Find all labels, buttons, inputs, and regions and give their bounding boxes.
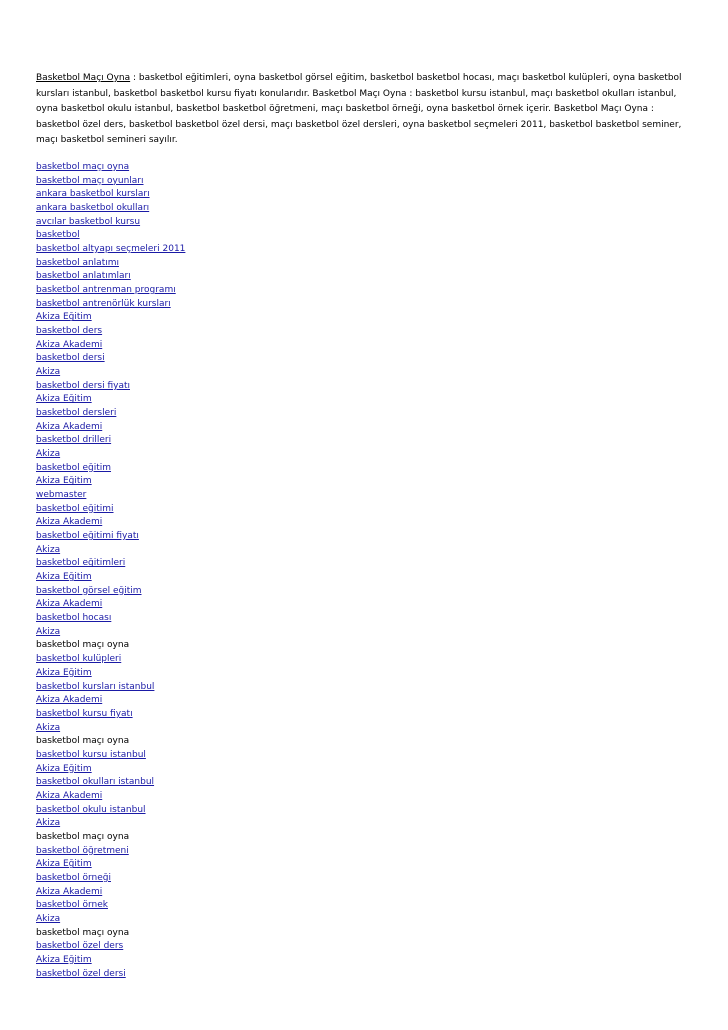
list-item <box>36 243 696 257</box>
keyword-link[interactable]: basketbol okulu istanbul <box>36 804 146 815</box>
keyword-link[interactable]: Akiza Akademi <box>36 886 103 897</box>
intro-paragraph <box>36 71 696 149</box>
list-item <box>36 872 696 886</box>
list-item <box>36 503 696 517</box>
keyword-link[interactable]: basketbol eğitimi fiyatı <box>36 531 139 542</box>
keyword-link[interactable]: basketbol kursu istanbul <box>36 749 146 760</box>
keyword-link[interactable]: Akiza Eğitim <box>36 954 92 965</box>
list-item <box>36 722 696 736</box>
keyword-link[interactable]: Akiza Eğitim <box>36 312 92 323</box>
list-item <box>36 366 696 380</box>
document-page <box>36 71 696 981</box>
list-item <box>36 968 696 982</box>
keyword-link[interactable]: webmaster <box>36 490 87 501</box>
list-item <box>36 407 696 421</box>
list-item <box>36 175 696 189</box>
keyword-link[interactable]: basketbol görsel eğitim <box>36 585 142 596</box>
keyword-link[interactable]: basketbol dersi fiyatı <box>36 380 130 391</box>
list-item <box>36 845 696 859</box>
list-item <box>36 325 696 339</box>
list-item <box>36 188 696 202</box>
list-item <box>36 571 696 585</box>
keyword-link[interactable]: Akiza <box>36 818 61 829</box>
keyword-link[interactable]: Akiza Akademi <box>36 421 103 432</box>
keyword-link[interactable]: basketbol ders <box>36 326 103 337</box>
list-item <box>36 393 696 407</box>
list-item <box>36 352 696 366</box>
list-item <box>36 544 696 558</box>
list-item <box>36 202 696 216</box>
keyword-link[interactable]: basketbol eğitimi <box>36 503 114 514</box>
list-item <box>36 708 696 722</box>
list-item <box>36 653 696 667</box>
keyword-link[interactable]: Akiza Akademi <box>36 790 103 801</box>
list-item <box>36 284 696 298</box>
list-item <box>36 448 696 462</box>
list-item <box>36 763 696 777</box>
list-item <box>36 886 696 900</box>
keyword-link[interactable]: basketbol okulları istanbul <box>36 777 155 788</box>
keyword-link[interactable]: basketbol kursları istanbul <box>36 681 155 692</box>
list-item <box>36 694 696 708</box>
list-item <box>36 899 696 913</box>
keyword-link[interactable]: Akiza <box>36 722 61 733</box>
keyword-link[interactable]: Akiza Eğitim <box>36 394 92 405</box>
list-item <box>36 380 696 394</box>
keyword-link[interactable]: basketbol hocası <box>36 613 112 624</box>
keyword-text: basketbol maçı oyna <box>36 831 130 842</box>
list-item <box>36 612 696 626</box>
keyword-link[interactable]: basketbol kulüpleri <box>36 654 122 665</box>
keyword-text: basketbol maçı oyna <box>36 736 130 747</box>
list-item <box>36 817 696 831</box>
list-item <box>36 940 696 954</box>
keyword-link[interactable]: Akiza Eğitim <box>36 476 92 487</box>
list-item <box>36 585 696 599</box>
keyword-link[interactable]: basketbol maçı oyunları <box>36 175 144 186</box>
keyword-link[interactable]: basketbol özel dersi <box>36 968 126 979</box>
keyword-link[interactable]: basketbol anlatımı <box>36 257 119 268</box>
keyword-link[interactable]: Akiza Eğitim <box>36 667 92 678</box>
keyword-link[interactable]: Akiza <box>36 913 61 924</box>
keyword-link[interactable]: Akiza Akademi <box>36 339 103 350</box>
list-item <box>36 790 696 804</box>
keyword-link[interactable]: ankara basketbol kursları <box>36 189 150 200</box>
list-item <box>36 530 696 544</box>
keyword-link[interactable]: basketbol altyapı seçmeleri 2011 <box>36 244 186 254</box>
keyword-link[interactable]: basketbol örnek <box>36 900 108 911</box>
keyword-link[interactable]: Akiza <box>36 626 61 637</box>
list-item <box>36 667 696 681</box>
list-item <box>36 475 696 489</box>
list-item <box>36 421 696 435</box>
keyword-link[interactable]: basketbol dersleri <box>36 408 117 419</box>
keyword-text: basketbol maçı oyna <box>36 640 130 651</box>
list-item <box>36 216 696 230</box>
list-item <box>36 639 696 653</box>
keyword-link[interactable]: basketbol örneği <box>36 872 111 883</box>
keyword-link[interactable]: Akiza Eğitim <box>36 572 92 583</box>
list-item <box>36 776 696 790</box>
keyword-link[interactable]: Akiza <box>36 449 61 460</box>
keyword-link[interactable]: avcılar basketbol kursu <box>36 216 141 227</box>
keyword-link[interactable]: basketbol drilleri <box>36 435 112 446</box>
keyword-link[interactable]: basketbol antrenman programı <box>36 285 176 296</box>
keyword-link[interactable]: Akiza Akademi <box>36 599 103 610</box>
keyword-link[interactable]: Akiza Akademi <box>36 695 103 706</box>
list-item <box>36 462 696 476</box>
keyword-link[interactable]: Akiza <box>36 367 61 378</box>
keyword-link[interactable]: ankara basketbol okulları <box>36 202 150 213</box>
keyword-link[interactable]: basketbol maçı oyna <box>36 161 130 172</box>
keyword-link[interactable]: basketbol antrenörlük kursları <box>36 298 171 309</box>
list-item <box>36 339 696 353</box>
keyword-link[interactable]: Akiza Eğitim <box>36 859 92 870</box>
list-item <box>36 434 696 448</box>
list-item <box>36 804 696 818</box>
list-item <box>36 749 696 763</box>
list-item <box>36 516 696 530</box>
list-item <box>36 735 696 749</box>
keyword-link[interactable]: basketbol eğitim <box>36 462 112 473</box>
list-item <box>36 954 696 968</box>
list-item <box>36 489 696 503</box>
list-item <box>36 257 696 271</box>
list-item <box>36 858 696 872</box>
keyword-link[interactable]: basketbol eğitimleri <box>36 558 126 569</box>
list-item <box>36 298 696 312</box>
keyword-link[interactable]: basketbol özel ders <box>36 941 124 952</box>
keyword-link[interactable]: basketbol anlatımları <box>36 271 131 282</box>
list-item <box>36 913 696 927</box>
list-item <box>36 270 696 284</box>
intro-title-link[interactable]: Basketbol Maçı Oyna <box>36 73 131 83</box>
keyword-link[interactable]: Akiza <box>36 544 61 555</box>
list-item <box>36 229 696 243</box>
keyword-link[interactable]: Akiza Eğitim <box>36 763 92 774</box>
keyword-link-list <box>36 161 696 981</box>
keyword-link[interactable]: basketbol kursu fiyatı <box>36 708 133 719</box>
keyword-link[interactable]: basketbol <box>36 230 80 241</box>
keyword-link[interactable]: Akiza Akademi <box>36 517 103 528</box>
intro-body-text: : basketbol eğitimleri, oyna basketbol görsel eğitim, basketbol basketbol hocası, maçı basketbol kulüpleri, oyna basketbol kursları istanbul, basketbol basketbol kursu fiyatı konularıdır. Basketbol Maçı Oyna : basketbol kursu istanbul, maçı basketbol okulları istanbul, oyna basketbol okulu istanbul, basketbol basketbol öğretmeni, maçı basketbol örneği, oyna basketbol örnek içerir. Basketbol Maçı Oyna : basketbol özel ders, basketbol basketbol özel dersi, maçı basketbol özel dersleri, oyna basketbol seçmeleri 2011, basketbol basketbol seminer, maçı basketbol semineri sayılır. <box>36 73 682 146</box>
list-item <box>36 311 696 325</box>
list-item <box>36 831 696 845</box>
list-item <box>36 161 696 175</box>
list-item <box>36 681 696 695</box>
list-item <box>36 557 696 571</box>
list-item <box>36 927 696 941</box>
keyword-text: basketbol maçı oyna <box>36 927 130 938</box>
keyword-link[interactable]: basketbol öğretmeni <box>36 845 129 856</box>
list-item <box>36 598 696 612</box>
keyword-link[interactable]: basketbol dersi <box>36 353 105 364</box>
list-item <box>36 626 696 640</box>
